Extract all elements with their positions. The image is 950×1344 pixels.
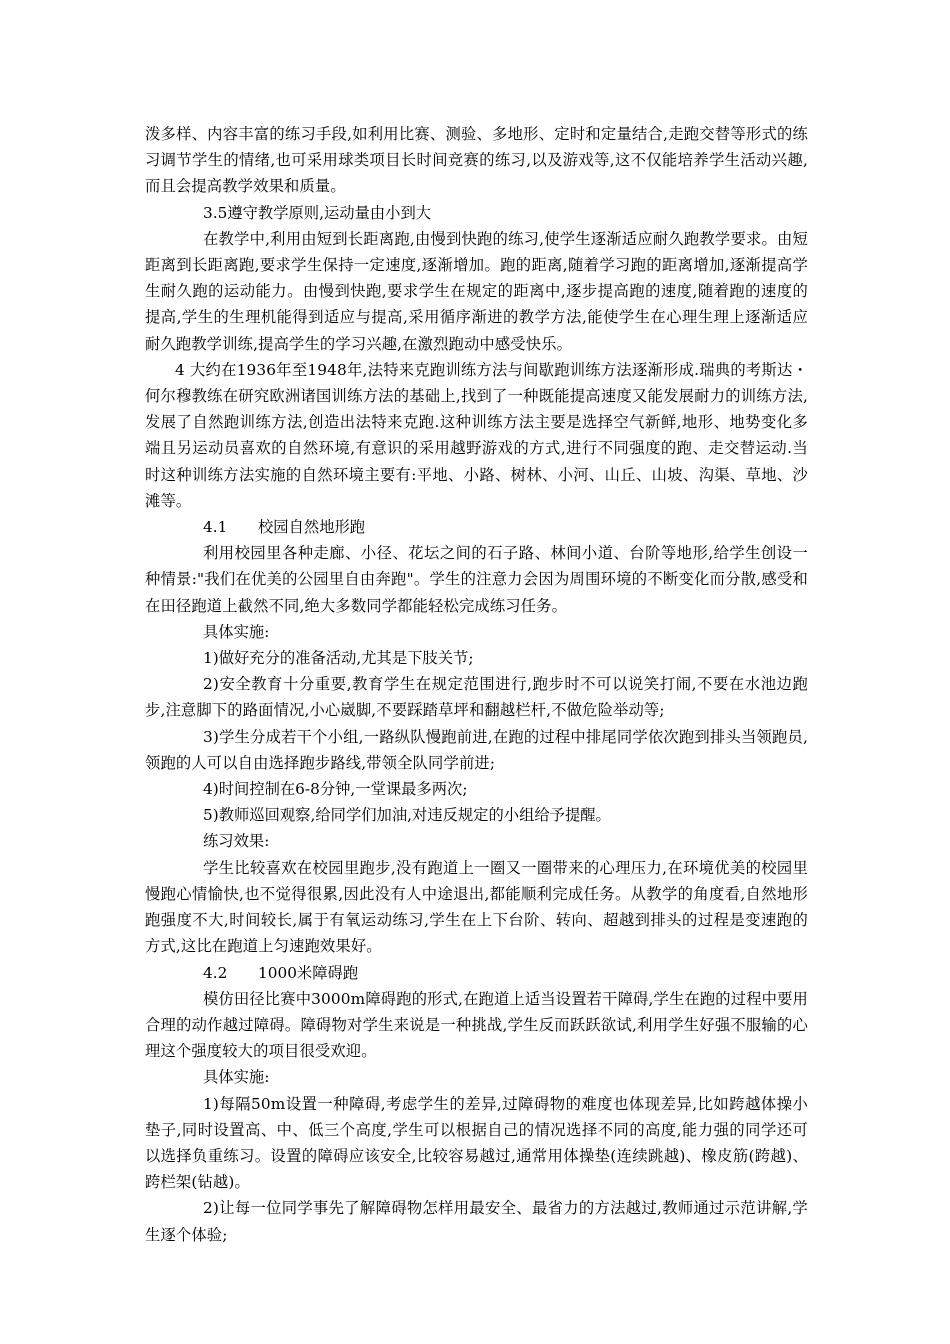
list-item: 2)安全教育十分重要,教育学生在规定范围进行,跑步时不可以说笑打闹,不要在水池边跑步,注意脚下的路面情况,小心崴脚,不要踩踏草坪和翻越栏杆,不做危险举动等; bbox=[145, 675, 808, 720]
paragraph-teaching-methods: 泼多样、内容丰富的练习手段,如利用比赛、测验、多地形、定时和定量结合,走跑交替等形式的练习调节学生的情绪,也可采用球类项目长时间竞赛的练习,以及游戏等,这不仅能培养学生活动兴趣,而且会提高教学效果和质量。 bbox=[145, 125, 808, 196]
list-item: 4)时间控制在6-8分钟,一堂课最多两次; bbox=[203, 780, 468, 799]
paragraph-fartlek-history: 4 大约在1936年至1948年,法特来克跑训练方法与间歇跑训练方法逐渐形成.瑞典的考斯达・何尔穆教练在研究欧洲诸国训练方法的基础上,找到了一种既能提高速度又能发展耐力的训练方法,发展了自然跑训练方法,创造出法特来克跑.这种训练方法主要是选择空气新鲜,地形、地势变化多端且另运动员喜欢的自然环境,有意识的采用越野游戏的方式,进行不同强度的跑、走交替运动.当时这种训练方法实施的自然环境主要有:平地、小路、树林、小河、山丘、山坡、沟渠、草地、沙滩等。 bbox=[145, 360, 808, 510]
paragraph-obstacle-run: 模仿田径比赛中3000m障碍跑的形式,在跑道上适当设置若干障碍,学生在跑的过程中要用合理的动作越过障碍。障碍物对学生来说是一种挑战,学生反而跃跃欲试,利用学生好强不服输的心理这个强度较大的项目很受欢迎。 bbox=[145, 989, 808, 1061]
section-number: 4.1 bbox=[203, 518, 228, 537]
document-page bbox=[145, 121, 808, 1248]
list-item: 1)做好充分的准备活动,尤其是下肢关节; bbox=[203, 649, 474, 668]
section-title: 校园自然地形跑 bbox=[258, 518, 366, 537]
section-heading-4-1 bbox=[145, 514, 808, 540]
section-heading-3-5: 3.5遵守教学原则,运动量由小到大 bbox=[203, 203, 432, 222]
section-title: 1000米障碍跑 bbox=[258, 963, 359, 982]
paragraph-campus-terrain: 利用校园里各种走廊、小径、花坛之间的石子路、林间小道、台阶等地形,给学生创设一种情景:"我们在优美的公园里自由奔跑"。学生的注意力会因为周围环境的不断变化而分散,感受和在田径跑道上截然不同,绝大多数同学都能轻松完成练习任务。 bbox=[145, 544, 808, 615]
list-item: 1)每隔50m设置一种障碍,考虑学生的差异,过障碍物的难度也体现差异,比如跨越体操小垫子,同时设置高、中、低三个高度,学生可以根据自己的情况选择不同的高度,能力强的同学还可以选择负重练习。设置的障碍应该安全,比较容易越过,通常用体操垫(连续跳越)、橡皮筋(跨越)、跨栏架(钻越)。 bbox=[145, 1094, 808, 1192]
label-practice-effect: 练习效果: bbox=[203, 832, 270, 851]
list-item: 5)教师巡回观察,给同学们加油,对违反规定的小组给予提醒。 bbox=[203, 806, 611, 825]
paragraph-practice-effect: 学生比较喜欢在校园里跑步,没有跑道上一圈又一圈带来的心理压力,在环境优美的校园里慢跑心情愉快,也不觉得很累,因此没有人中途退出,都能顺利完成任务。从教学的角度看,自然地形跑强度不大,时间较长,属于有氧运动练习,学生在上下台阶、转向、超越到排头的过程是变速跑的方式,这比在跑道上匀速跑效果好。 bbox=[145, 858, 808, 956]
section-heading-4-2 bbox=[145, 960, 808, 986]
list-item: 2)让每一位同学事先了解障碍物怎样用最安全、最省力的方法越过,教师通过示范讲解,学生逐个体验; bbox=[145, 1199, 808, 1244]
label-implementation: 具体实施: bbox=[203, 1068, 270, 1087]
section-number: 4.2 bbox=[203, 963, 228, 982]
list-item: 3)学生分成若干个小组,一路纵队慢跑前进,在跑的过程中排尾同学依次跑到排头当领跑员,领跑的人可以自由选择跑步路线,带领全队同学前进; bbox=[145, 727, 808, 772]
label-implementation: 具体实施: bbox=[203, 622, 270, 641]
paragraph-progressive-load: 在教学中,利用由短到长距离跑,由慢到快跑的练习,使学生逐渐适应耐久跑教学要求。由短距离到长距离跑,要求学生保持一定速度,逐渐增加。跑的距离,随着学习跑的距离增加,逐渐提高学生耐久跑的运动能力。由慢到快跑,要求学生在规定的距离中,逐步提高跑的速度,随着跑的速度的提高,学生的生理机能得到适应与提高,采用循序渐进的教学方法,能使学生在心理生理上逐渐适应耐久跑教学训练,提高学生的学习兴趣,在激烈跑动中感受快乐。 bbox=[145, 229, 808, 353]
